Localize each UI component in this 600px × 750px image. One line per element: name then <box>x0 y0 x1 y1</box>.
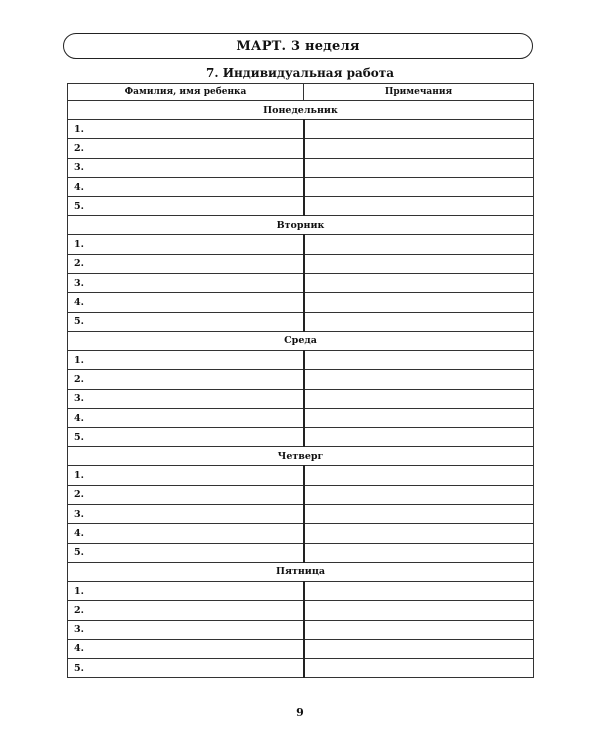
table-row <box>68 620 534 639</box>
day-header-row <box>68 331 534 350</box>
table-row <box>68 485 534 504</box>
child-name-cell: 3. <box>68 274 304 293</box>
notes-cell <box>304 659 534 678</box>
child-name-cell: 4. <box>68 639 304 658</box>
child-name-cell: 2. <box>68 485 304 504</box>
table-row <box>68 274 534 293</box>
table-header-row <box>68 84 534 101</box>
child-name-cell: 5. <box>68 428 304 447</box>
child-name-cell: 2. <box>68 254 304 273</box>
notes-cell <box>304 120 534 139</box>
notes-cell <box>304 505 534 524</box>
table-row <box>68 601 534 620</box>
notes-cell <box>304 177 534 196</box>
notes-cell <box>304 601 534 620</box>
table-row <box>68 254 534 273</box>
child-name-cell: 2. <box>68 139 304 158</box>
notes-cell <box>304 466 534 485</box>
notes-cell <box>304 293 534 312</box>
child-name-cell: 4. <box>68 408 304 427</box>
notes-cell <box>304 524 534 543</box>
table-row <box>68 197 534 216</box>
notes-cell <box>304 197 534 216</box>
day-header-row <box>68 216 534 235</box>
table-row <box>68 659 534 678</box>
notes-cell <box>304 408 534 427</box>
table-row <box>68 524 534 543</box>
child-name-cell: 1. <box>68 581 304 600</box>
notes-cell <box>304 581 534 600</box>
table-row <box>68 312 534 331</box>
header-banner <box>63 33 533 59</box>
notes-cell <box>304 370 534 389</box>
notes-cell <box>304 350 534 369</box>
table-row <box>68 389 534 408</box>
table-row <box>68 639 534 658</box>
notes-cell <box>304 389 534 408</box>
column-header-child-name: Фамилия, имя ребенка <box>68 84 304 101</box>
notes-cell <box>304 620 534 639</box>
notes-cell <box>304 235 534 254</box>
notes-cell <box>304 274 534 293</box>
notes-cell <box>304 312 534 331</box>
table-row <box>68 350 534 369</box>
day-label: Вторник <box>68 216 534 235</box>
child-name-cell: 5. <box>68 543 304 562</box>
table-row <box>68 408 534 427</box>
table-row <box>68 505 534 524</box>
table-row <box>68 158 534 177</box>
child-name-cell: 1. <box>68 350 304 369</box>
child-name-cell: 3. <box>68 620 304 639</box>
child-name-cell: 1. <box>68 235 304 254</box>
day-label: Понедельник <box>68 101 534 120</box>
child-name-cell: 1. <box>68 466 304 485</box>
table-row <box>68 581 534 600</box>
individual-work-table <box>67 83 534 678</box>
table-row <box>68 428 534 447</box>
table-row <box>68 466 534 485</box>
day-header-row <box>68 101 534 120</box>
column-header-notes: Примечания <box>304 84 534 101</box>
child-name-cell: 2. <box>68 601 304 620</box>
notes-cell <box>304 639 534 658</box>
notes-cell <box>304 485 534 504</box>
child-name-cell: 5. <box>68 312 304 331</box>
day-header-row <box>68 447 534 466</box>
day-label: Четверг <box>68 447 534 466</box>
child-name-cell: 3. <box>68 505 304 524</box>
notes-cell <box>304 158 534 177</box>
page-number: 9 <box>296 706 304 719</box>
notes-cell <box>304 543 534 562</box>
table-row <box>68 139 534 158</box>
child-name-cell: 3. <box>68 389 304 408</box>
child-name-cell: 4. <box>68 524 304 543</box>
day-label: Среда <box>68 331 534 350</box>
page-title: МАРТ. 3 неделя <box>236 38 360 54</box>
table-row <box>68 235 534 254</box>
table-row <box>68 120 534 139</box>
table-row <box>68 543 534 562</box>
day-header-row <box>68 562 534 581</box>
notes-cell <box>304 428 534 447</box>
day-label: Пятница <box>68 562 534 581</box>
child-name-cell: 4. <box>68 293 304 312</box>
table-row <box>68 293 534 312</box>
child-name-cell: 3. <box>68 158 304 177</box>
child-name-cell: 5. <box>68 659 304 678</box>
table-row <box>68 370 534 389</box>
section-title: 7. Индивидуальная работа <box>205 66 394 80</box>
child-name-cell: 4. <box>68 177 304 196</box>
child-name-cell: 2. <box>68 370 304 389</box>
child-name-cell: 1. <box>68 120 304 139</box>
child-name-cell: 5. <box>68 197 304 216</box>
notes-cell <box>304 254 534 273</box>
table-body <box>68 101 534 678</box>
notes-cell <box>304 139 534 158</box>
table-row <box>68 177 534 196</box>
